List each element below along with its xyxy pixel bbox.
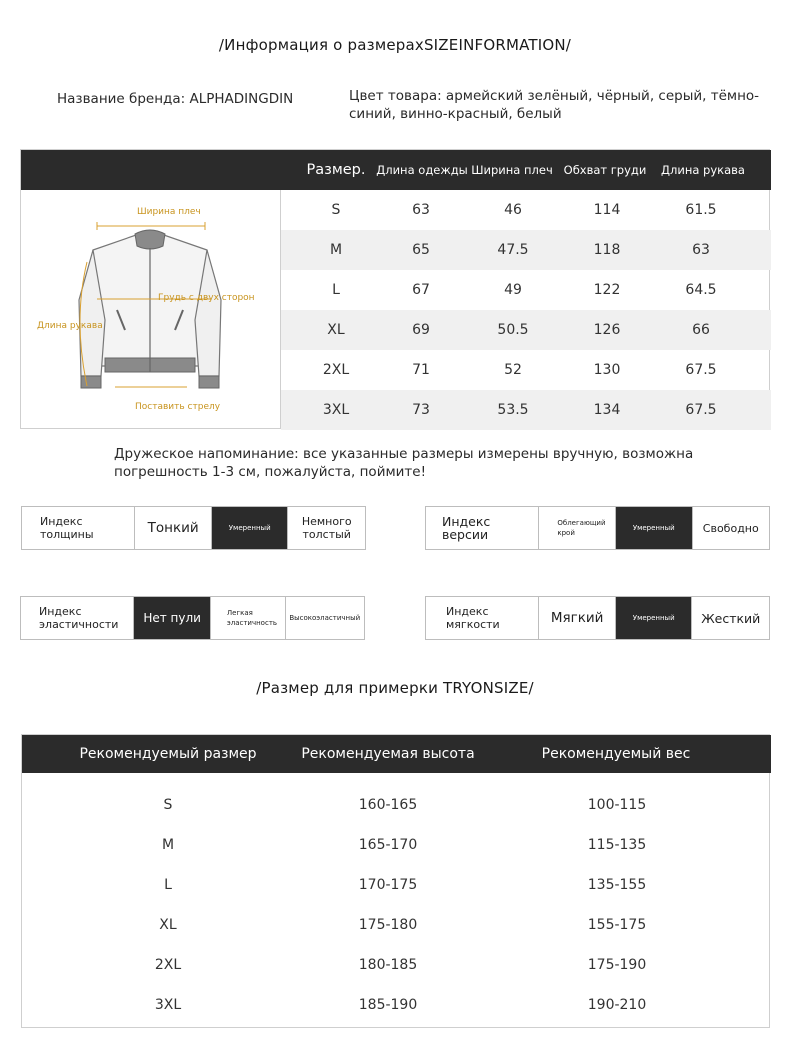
size-cell: 3XL [322,402,350,418]
size-cell: 50.5 [497,322,529,338]
tryon-title: /Размер для примерки TRYONSIZE/ [256,679,534,697]
size-row [281,350,771,390]
header-sleeve: Длина рукава [661,163,745,177]
sleeve-label: Длина рукава [37,321,103,331]
tryon-table [21,734,770,1028]
size-table-header [21,150,771,190]
header-recommended-height: Рекомендуемая высота [301,746,475,762]
chest-label: Грудь с двух сторон [158,293,255,303]
size-row [281,270,771,310]
version-index-label: Индекс версии [426,507,539,549]
size-cell: 67.5 [685,402,717,418]
size-row [281,190,771,230]
tryon-cell: 100-115 [587,797,647,813]
size-cell: 126 [593,322,621,338]
size-cell: 49 [504,282,522,298]
tryon-table-header [22,735,771,773]
tryon-cell: 175-180 [358,917,418,933]
shoulder-label: Ширина плеч [137,207,201,217]
thickness-index [21,506,366,550]
jacket-illustration [21,190,280,429]
softness-index [425,596,770,640]
size-cell: 130 [593,362,621,378]
version-index [425,506,770,550]
elasticity-option-none: Нет пули [134,597,211,639]
header-recommended-weight: Рекомендуемый вес [541,746,691,762]
size-row [281,390,771,430]
size-cell: 66 [692,322,710,338]
tryon-cell: 3XL [154,997,182,1013]
size-cell: XL [327,322,345,338]
thickness-option-moderate: Умеренный [212,507,289,549]
size-cell: L [332,282,340,298]
jacket-measure-diagram [21,190,281,429]
size-row [281,310,771,350]
tryon-cell: 185-190 [358,997,418,1013]
elasticity-option-high: Высокоэластичный [289,614,361,622]
tryon-cell: S [163,797,173,813]
tryon-cell: L [164,877,172,893]
tryon-cell: 160-165 [358,797,418,813]
tryon-cell: 155-175 [587,917,647,933]
size-cell: 63 [692,242,710,258]
tryon-cell: 180-185 [358,957,418,973]
tryon-cell: 190-210 [587,997,647,1013]
tryon-cell: 175-190 [587,957,647,973]
thickness-index-label: Индекс толщины [22,507,135,549]
tryon-cell: 135-155 [587,877,647,893]
softness-option-hard: Жесткий [701,610,761,626]
size-cell: 61.5 [685,202,717,218]
tryon-cell: M [161,837,175,853]
hem-label: Поставить стрелу [135,402,221,412]
size-cell: 53.5 [497,402,529,418]
size-info-title: /Информация о размерахSIZEINFORMATION/ [218,36,572,54]
header-recommended-size: Рекомендуемый размер [79,746,257,762]
tryon-cell: XL [159,917,177,933]
header-chest: Обхват груди [563,163,647,177]
softness-index-label: Индекс мягкости [426,597,539,639]
size-cell: 73 [412,402,430,418]
elasticity-option-light: Легкая эластичность [211,597,286,639]
softness-option-moderate: Умеренный [616,597,693,639]
elasticity-index-label: Индекс эластичности [21,597,134,639]
size-cell: 47.5 [497,242,529,258]
size-cell: M [329,242,343,258]
size-cell: 2XL [322,362,350,378]
elasticity-index [20,596,365,640]
version-option-moderate: Умеренный [616,507,693,549]
header-shoulder: Ширина плеч [471,163,553,177]
header-size: Размер. [306,162,366,178]
version-option-fitted: Облегающий крой [539,507,616,549]
size-cell: 67 [412,282,430,298]
size-cell: 46 [504,202,522,218]
size-cell: 64.5 [685,282,717,298]
thickness-option-thin: Тонкий [135,507,212,549]
size-cell: S [331,202,341,218]
size-table [20,149,770,429]
size-cell: 114 [593,202,621,218]
version-option-loose: Свободно [702,521,759,535]
measurement-reminder: Дружеское напоминание: все указанные размеры измерены вручную, возможна погрешность 1-3 см, пожалуйста, поймите! [114,446,694,480]
size-cell: 63 [412,202,430,218]
size-cell: 65 [412,242,430,258]
softness-option-soft: Мягкий [539,597,616,639]
tryon-cell: 170-175 [358,877,418,893]
size-cell: 134 [593,402,621,418]
tryon-cell: 165-170 [358,837,418,853]
size-cell: 71 [412,362,430,378]
size-cell: 67.5 [685,362,717,378]
tryon-cell: 2XL [154,957,182,973]
brand-name: Название бренда: ALPHADINGDIN [57,91,294,107]
size-cell: 69 [412,322,430,338]
size-cell: 52 [504,362,522,378]
thickness-option-thick: Немного толстый [301,515,352,541]
size-row [281,230,771,270]
size-cell: 122 [593,282,621,298]
product-colors: Цвет товара: армейский зелёный, чёрный, серый, тёмно-синий, винно-красный, белый [349,88,760,122]
header-length: Длина одежды [376,163,468,177]
size-cell: 118 [593,242,621,258]
tryon-cell: 115-135 [587,837,647,853]
